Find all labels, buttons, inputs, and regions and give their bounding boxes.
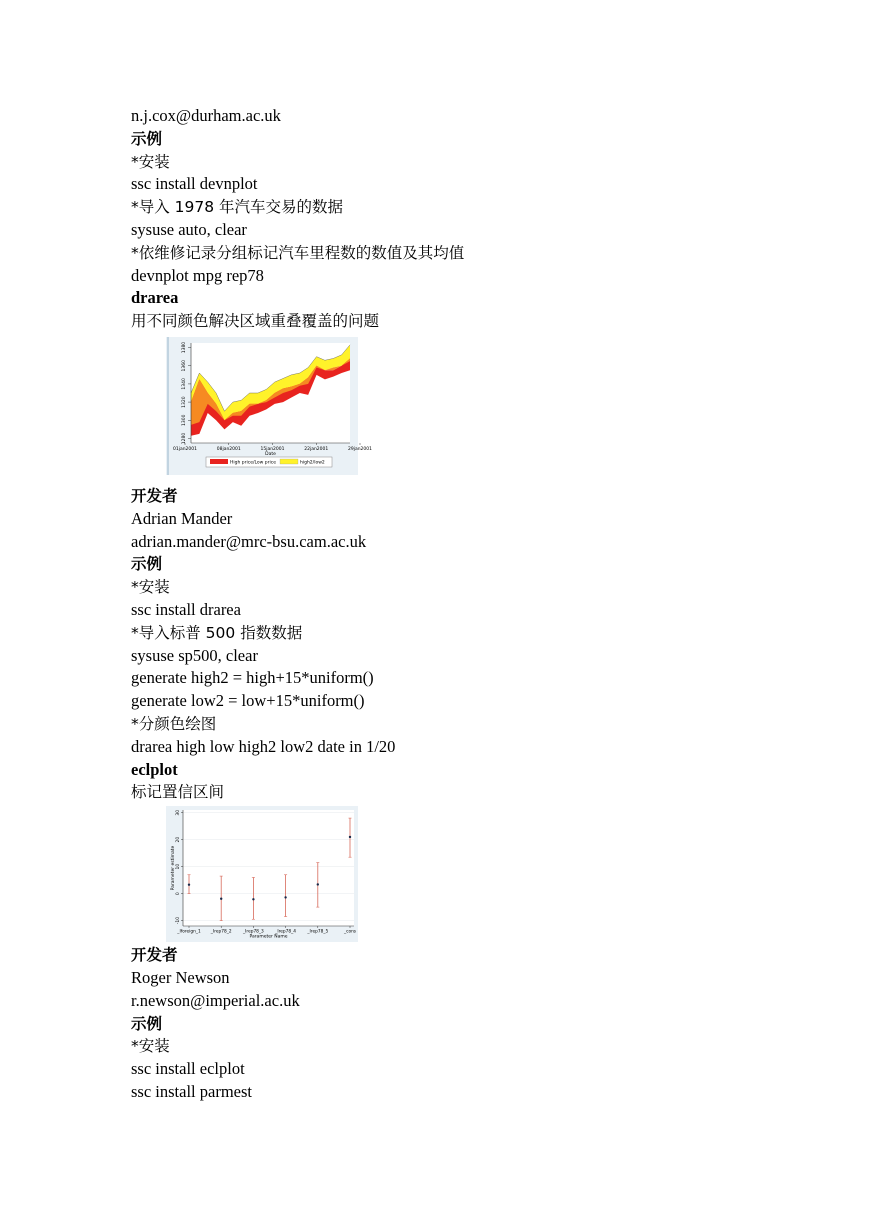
estimate-point — [252, 898, 254, 900]
code-line: ssc install devnplot — [131, 174, 258, 194]
x-tick-label: 15jan2001 — [260, 446, 285, 452]
estimate-point — [317, 883, 319, 885]
section-heading-example: 示例 — [131, 555, 163, 574]
developer-name: Adrian Mander — [131, 508, 233, 528]
code-line: drarea high low high2 low2 date in 1/20 — [131, 736, 396, 756]
estimate-point — [349, 836, 351, 838]
x-tick-label: _Irep78_5 — [307, 929, 329, 935]
code-line: sysuse auto, clear — [131, 219, 247, 239]
code-line: devnplot mpg rep78 — [131, 265, 264, 285]
comment-import-sp500: *导入标普 500 指数数据 — [131, 623, 303, 642]
y-tick-label: 30 — [176, 809, 181, 816]
estimate-point — [188, 884, 190, 886]
comment-import-auto: *导入 1978 年汽车交易的数据 — [131, 198, 344, 217]
drarea-chart-figure — [166, 337, 373, 475]
y-tick-label: 1300 — [182, 414, 187, 426]
document-body — [131, 105, 751, 1104]
x-tick-label: _Iforeign_1 — [177, 929, 201, 935]
command-title-eclplot: eclplot — [131, 759, 178, 779]
comment-install: *安装 — [131, 1037, 170, 1056]
author-email: n.j.cox@durham.ac.uk — [131, 106, 281, 125]
legend-label-high-low: High price/Low price — [230, 460, 276, 466]
legend-swatch-high-low — [210, 459, 228, 464]
y-tick-label: 0 — [176, 892, 181, 896]
x-tick-label: 01jan2001 — [172, 446, 198, 452]
developer-name: Roger Newson — [131, 967, 230, 987]
code-line: ssc install eclplot — [131, 1059, 245, 1079]
code-line: ssc install drarea — [131, 599, 241, 619]
x-tick-label: 22jan2001 — [304, 446, 329, 452]
y-axis-title: Parameter estimate — [171, 845, 176, 891]
x-tick-label: 29jan2001 — [347, 446, 373, 452]
code-line: ssc install parmest — [131, 1081, 252, 1101]
estimate-point — [284, 896, 286, 898]
y-tick-label: 1340 — [182, 378, 187, 390]
x-tick-label: _cons — [343, 929, 357, 935]
x-tick-label: 08jan2001 — [216, 446, 241, 452]
command-description: 标记置信区间 — [131, 783, 225, 802]
comment-install: *安装 — [131, 578, 170, 597]
x-axis-title: Parameter Name — [249, 934, 288, 940]
section-heading-developer: 开发者 — [131, 946, 178, 965]
section-heading-example: 示例 — [131, 129, 163, 148]
y-tick-label: 1280 — [182, 432, 187, 445]
estimate-point — [220, 898, 222, 900]
comment-install: *安装 — [131, 152, 170, 171]
y-tick-label: -10 — [176, 917, 181, 925]
y-tick-label: 20 — [176, 836, 181, 843]
comment-color-plot: *分颜色绘图 — [131, 714, 217, 733]
plot-region — [183, 810, 354, 926]
command-description: 用不同颜色解决区域重叠覆盖的问题 — [131, 312, 380, 331]
legend — [206, 457, 332, 467]
developer-email: adrian.mander@mrc-bsu.cam.ac.uk — [131, 531, 367, 551]
section-heading-developer: 开发者 — [131, 486, 178, 505]
command-title-drarea: drarea — [131, 288, 179, 308]
legend-label-high2-low2: high2/low2 — [300, 460, 325, 466]
code-line: generate low2 = low+15*uniform() — [131, 691, 365, 711]
drarea-chart — [166, 337, 373, 475]
x-tick-label: _Irep78_4 — [275, 929, 297, 935]
x-tick-label: _Irep78_2 — [210, 929, 232, 935]
y-tick-label: 1360 — [182, 359, 187, 372]
x-axis-title: Date — [265, 451, 276, 457]
legend-swatch-high2-low2 — [280, 459, 298, 464]
developer-email: r.newson@imperial.ac.uk — [131, 990, 300, 1010]
eclplot-chart — [166, 806, 358, 942]
y-tick-label: 1320 — [182, 396, 187, 408]
y-tick-label: 10 — [176, 863, 181, 870]
code-line: sysuse sp500, clear — [131, 645, 258, 665]
code-line: generate high2 = high+15*uniform() — [131, 668, 374, 688]
section-heading-example: 示例 — [131, 1014, 163, 1033]
eclplot-chart-figure — [166, 806, 358, 942]
y-tick-label: 1380 — [182, 341, 187, 354]
comment-devnplot: *依维修记录分组标记汽车里程数的数值及其均值 — [131, 243, 465, 262]
x-tick-label: _Irep78_3 — [242, 929, 264, 935]
